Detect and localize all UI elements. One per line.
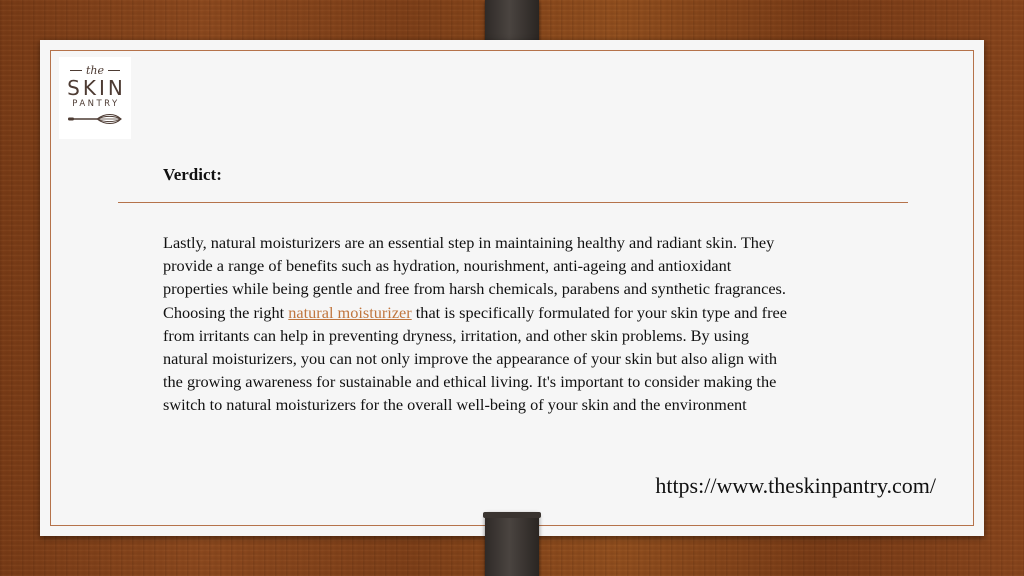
verdict-paragraph [163,231,793,417]
natural-moisturizer-link[interactable]: natural moisturizer [288,302,412,322]
paragraph-text-end: that is specifically formulated for your skin type and free from irritants can help in preventing dryness, irritation, and other skin problems. By using natural moisturizers, you can not only improve the appearance of your skin but also align with the growing awareness for sustainable and ethical living. It's important to consider making the switch to natural moisturizers for the overall well-being of your skin and the environment [163,302,787,415]
whisk-icon [67,112,123,126]
logo-the-text: the [70,65,120,76]
brand-logo [59,57,131,139]
section-heading: Verdict: [163,165,222,184]
logo-pantry-text: PANTRY [72,99,120,109]
binder-clip-bottom [485,512,539,576]
divider-line [118,202,908,203]
paragraph-text-start: Lastly, natural moisturizers are an essential step in maintaining healthy and radiant skin. They provide a range of benefits such as hydration, nourishment, anti-ageing and antioxidant properties while being gentle and free from harsh chemicals, parabens and synthetic fragrances. Choosing the right [163,233,786,322]
website-url: https://www.theskinpantry.com/ [655,473,936,498]
logo-skin-text: SKIN [67,76,126,100]
